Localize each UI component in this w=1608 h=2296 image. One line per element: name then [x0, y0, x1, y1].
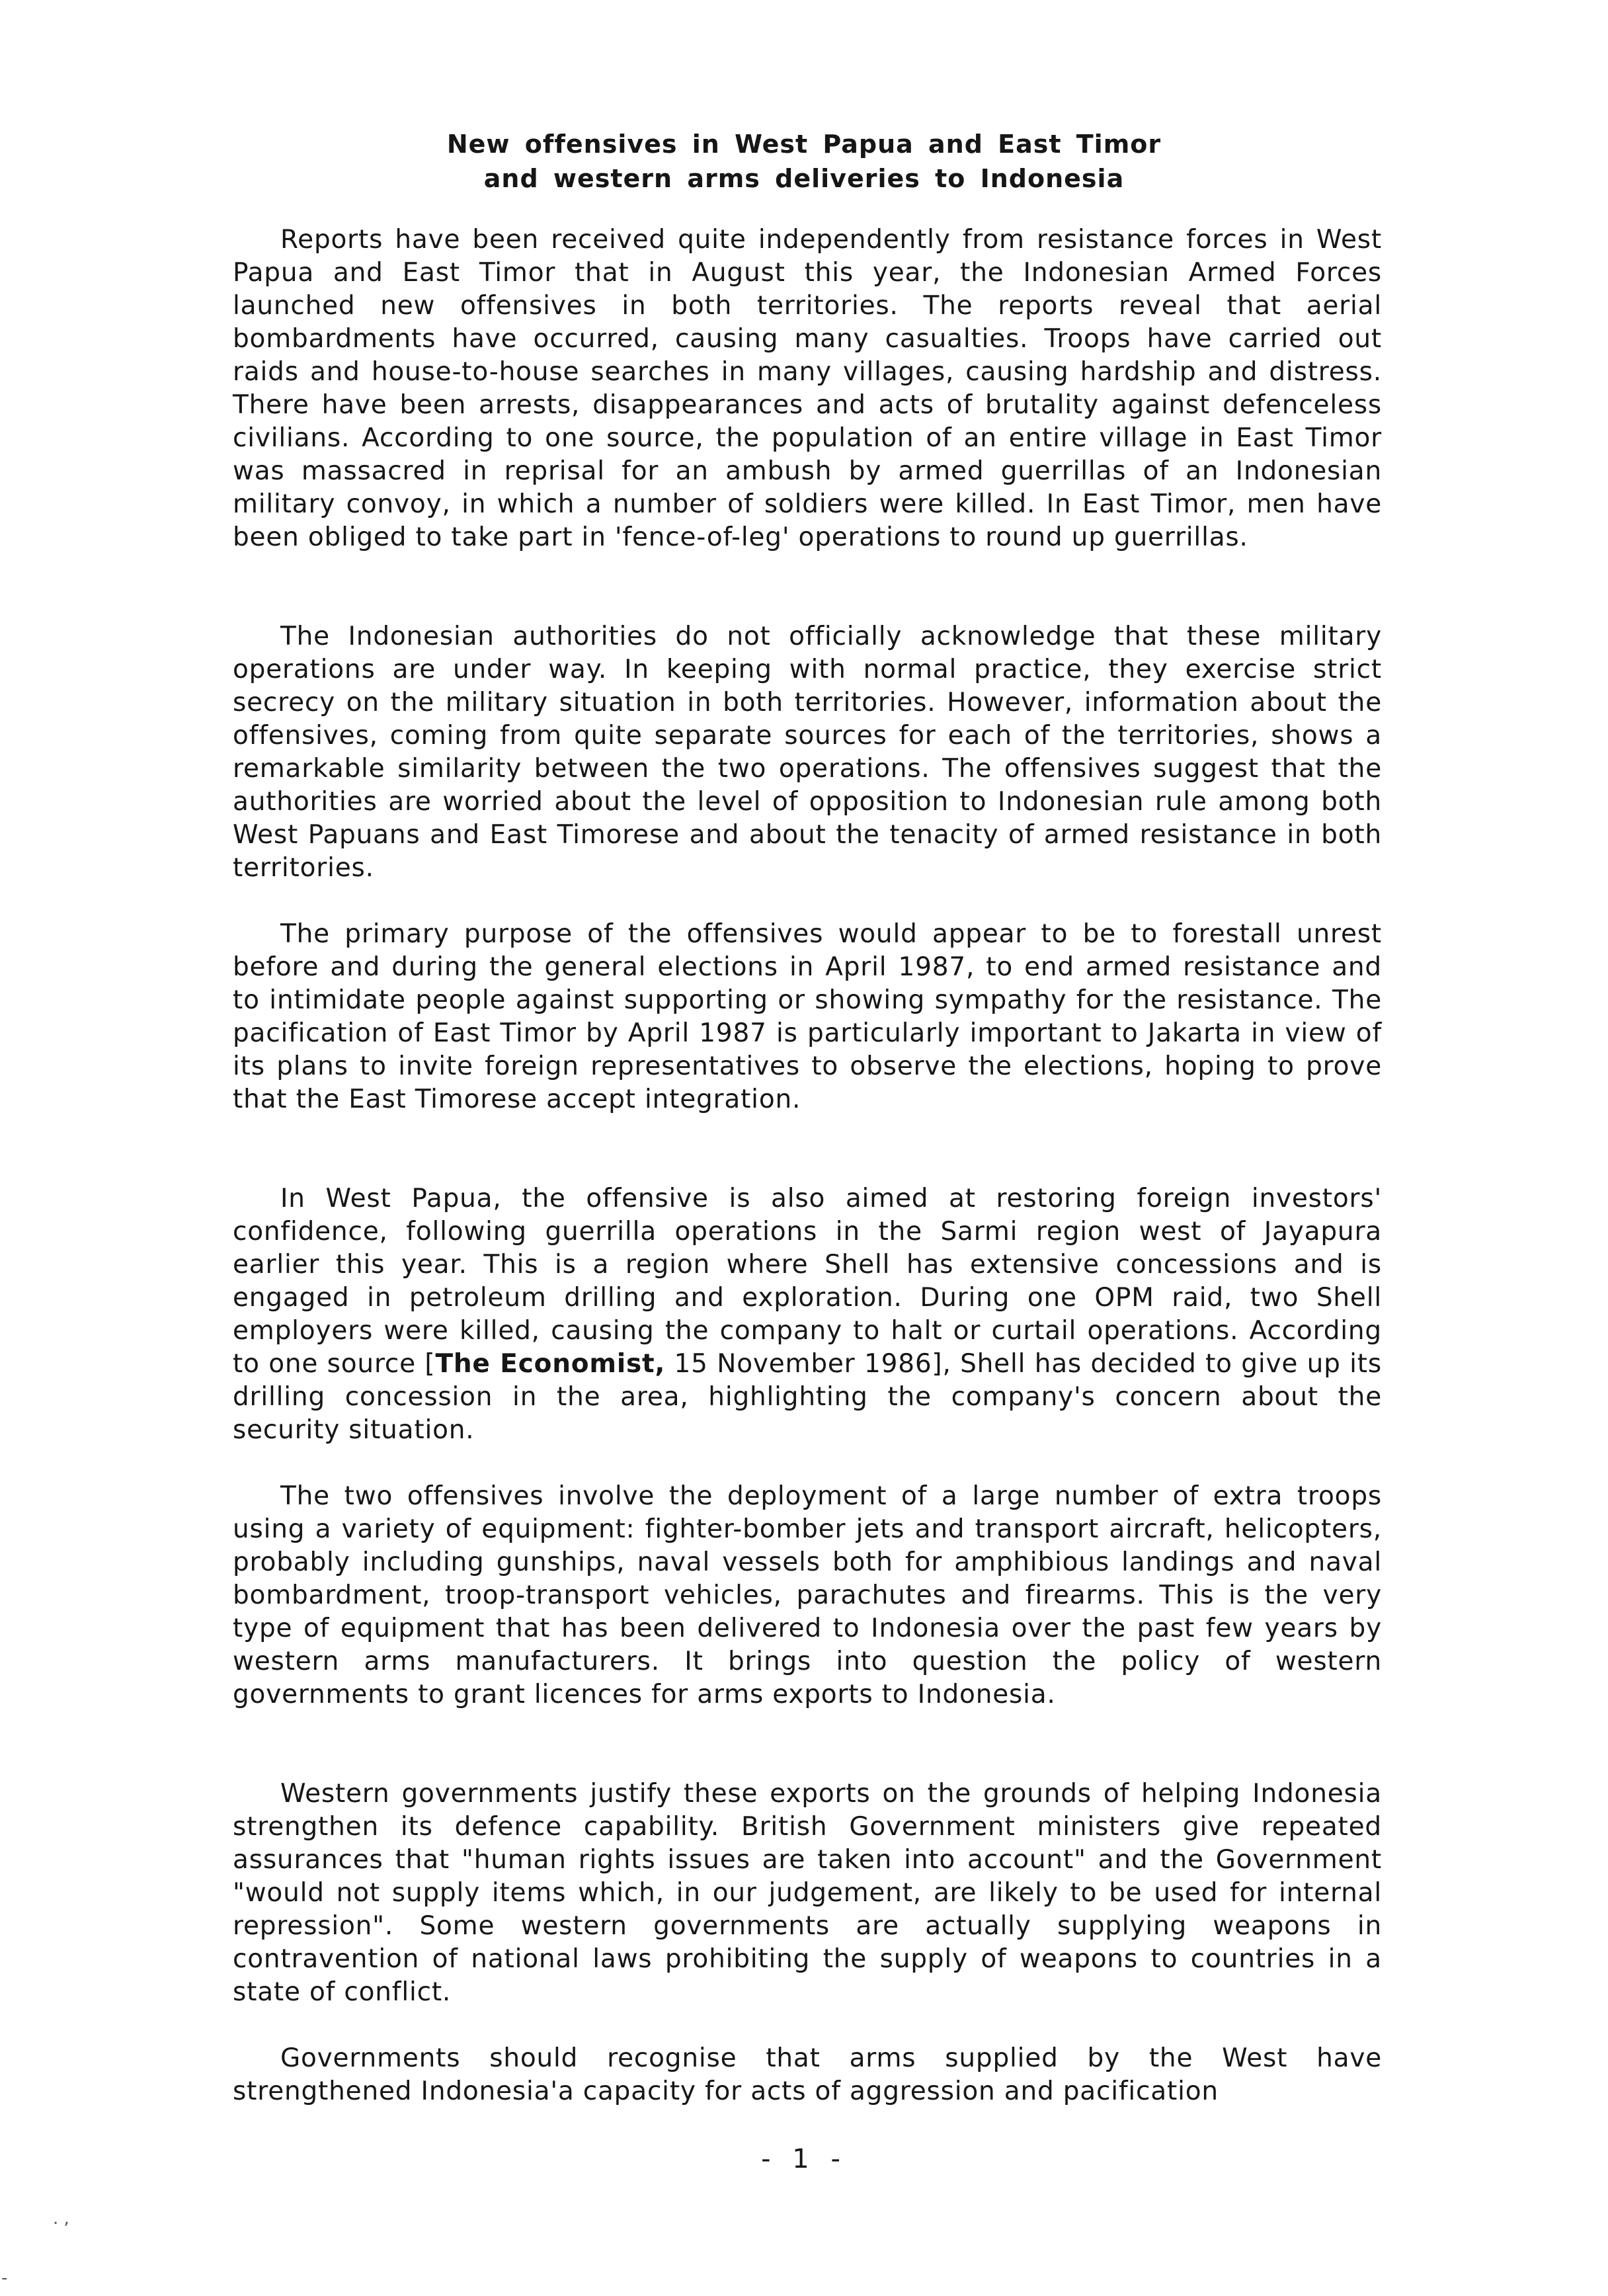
title-line-1: New offensives in West Papua and East Timor: [446, 130, 1162, 159]
citation-source: The Economist,: [435, 1349, 666, 1379]
paragraph-2: The Indonesian authorities do not officially acknowledge that these military operations are under way. In keeping with normal practice, they exercise strict secrecy on the military situation in both territories. However, information about the offensives, coming from quite separate sources for each of the territories, shows a remarkable similarity between the two operations. The offensives suggest that the authorities are worried about the level of opposition to Indonesian rule among both West Papuans and East Timorese and about the tenacity of armed resistance in both territories.: [233, 622, 1382, 883]
paragraph-4: [233, 1182, 1382, 1447]
paragraph-5: The two offensives involve the deployment of a large number of extra troops using a variety of equipment: fighter-bomber jets and transport aircraft, helicopters, probably including gunships, naval vessels both for amphibious landings and naval bombardment, troop-transport vehicles, parachutes and firearms. This is the very type of equipment that has been delivered to Indonesia over the past few years by western arms manufacturers. It brings into question the policy of western governments to grant licences for arms exports to Indonesia.: [233, 1481, 1382, 1709]
paragraph-4-text-before: In West Papua, the offensive is also aimed at restoring foreign investors' confidence, following guerrilla operations in the Sarmi region west of Jayapura earlier this year. This is a region where Shell has extensive concessions and is engaged in petroleum drilling and exploration. During one OPM raid, two Shell employers were killed, causing the company to halt or curtail operations. According to one source [: [233, 1184, 1382, 1379]
paragraph-6: Western governments justify these exports on the grounds of helping Indonesia strengthen its defence capability. British Government ministers give repeated assurances that "human rights issues are taken into account" and the Government "would not supply items which, in our judgement, are likely to be used for internal repression". Some western governments are actually supplying weapons in contravention of national laws prohibiting the supply of weapons to countries in a state of conflict.: [233, 1779, 1382, 2007]
margin-mark-1: . ,: [53, 2209, 69, 2229]
paragraph-4-text-after: 15 November 1986], Shell has decided to give up its drilling concession in the area, highlighting the company's concern about the security situation.: [233, 1349, 1382, 1445]
title-line-2: and western arms deliveries to Indonesia: [483, 164, 1125, 193]
paragraph-1: Reports have been received quite independently from resistance forces in West Papua and East Timor that in August this year, the Indonesian Armed Forces launched new offensives in both territories. The reports reveal that aerial bombardments have occurred, causing many casualties. Troops have carried out raids and house-to-house searches in many villages, causing hardship and distress. There have been arrests, disappearances and acts of brutality against defenceless civilians. According to one source, the population of an entire village in East Timor was massacred in reprisal for an ambush by armed guerrillas of an Indonesian military convoy, in which a number of soldiers were killed. In East Timor, men have been obliged to take part in 'fence-of-leg' operations to round up guerrillas.: [233, 225, 1382, 552]
page-title: [0, 127, 1608, 196]
margin-mark-2: -: [1, 2268, 8, 2288]
page-number: - 1 -: [761, 2144, 847, 2174]
paragraph-7: Governments should recognise that arms supplied by the West have strengthened Indonesia'a capacity for acts of aggression and pacification: [233, 2043, 1382, 2106]
paragraph-3: The primary purpose of the offensives would appear to be to forestall unrest before and during the general elections in April 1987, to end armed resistance and to intimidate people against supporting or showing sympathy for the resistance. The pacification of East Timor by April 1987 is particularly important to Jakarta in view of its plans to invite foreign representatives to observe the elections, hoping to prove that the East Timorese accept integration.: [233, 919, 1382, 1114]
